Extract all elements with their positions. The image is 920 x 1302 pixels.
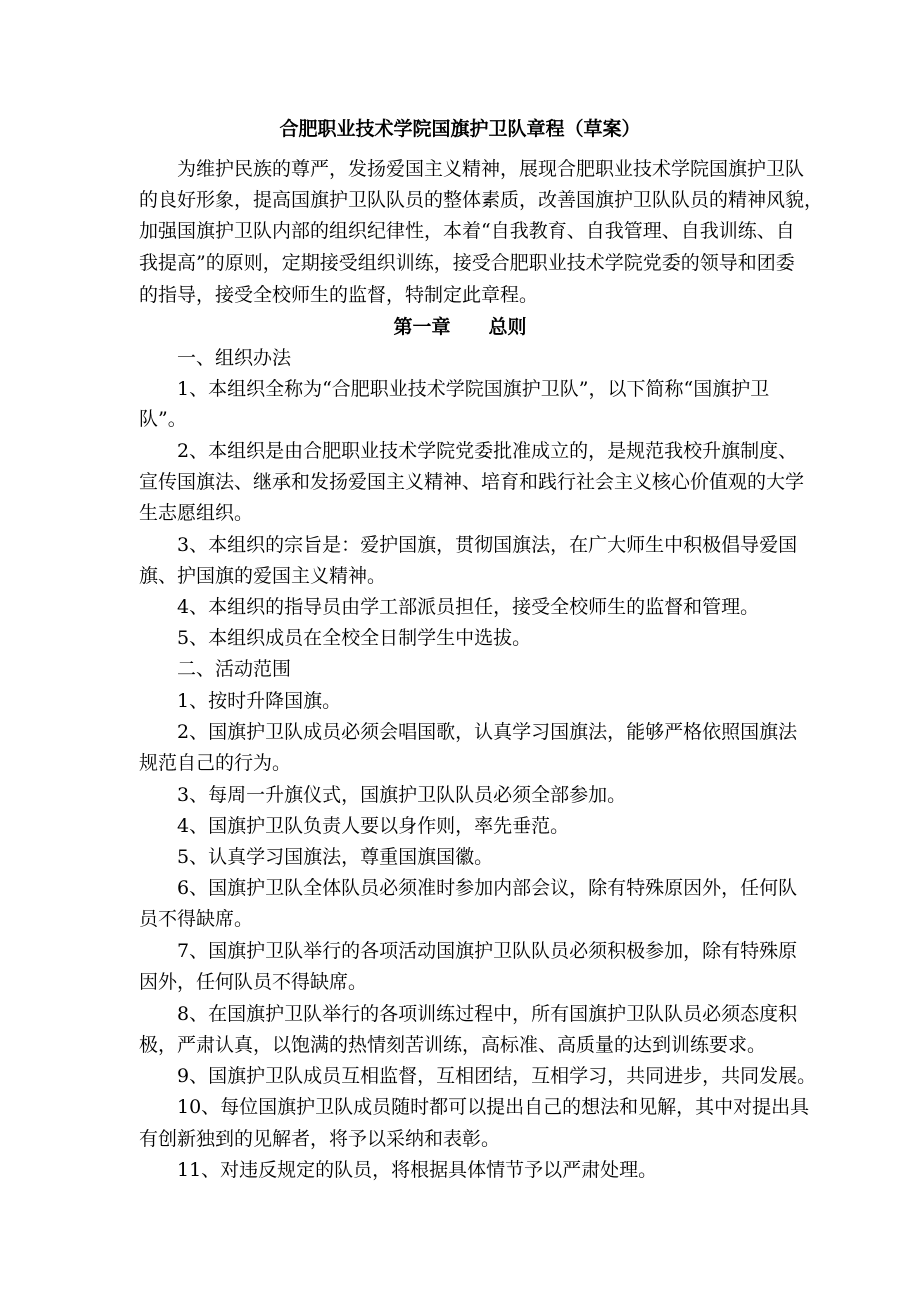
section-heading: 一、组织办法 (177, 347, 292, 369)
preamble-line: 加强国旗护卫队内部的组织纪律性，本着“自我教育、自我管理、自我训练、自 (139, 220, 795, 242)
clause-line: 4、国旗护卫队负责人要以身作则，率先垂范。 (177, 815, 570, 837)
clause-line: 宣传国旗法、继承和发扬爱国主义精神、培育和践行社会主义核心价值观的大学 (139, 471, 805, 493)
clause-line: 3、每周一升旗仪式，国旗护卫队队员必须全部参加。 (177, 784, 627, 806)
preamble-line: 的良好形象，提高国旗护卫队队员的整体素质，改善国旗护卫队队员的精神风貌， (139, 189, 824, 211)
clause-line: 有创新独到的见解者，将予以采纳和表彰。 (139, 1128, 501, 1150)
chapter-heading (0, 312, 920, 342)
clause-line: 10、每位国旗护卫队成员随时都可以提出自己的想法和见解，其中对提出具 (177, 1096, 810, 1118)
clause-line: 6、国旗护卫队全体队员必须准时参加内部会议，除有特殊原因外，任何队 (177, 877, 798, 899)
section-heading: 二、活动范围 (177, 658, 292, 680)
chapter-number: 第一章 (393, 316, 451, 338)
clause-line: 队”。 (139, 408, 187, 430)
preamble-line: 为维护民族的尊严，发扬爱国主义精神，展现合肥职业技术学院国旗护卫队 (177, 158, 805, 180)
clause-line: 4、本组织的指导员由学工部派员担任，接受全校师生的监督和管理。 (177, 596, 760, 618)
clause-line: 规范自己的行为。 (139, 752, 292, 774)
clause-line: 8、在国旗护卫队举行的各项训练过程中，所有国旗护卫队队员必须态度积 (177, 1003, 798, 1025)
clause-line: 极，严肃认真，以饱满的热情刻苦训练，高标准、高质量的达到训练要求。 (139, 1034, 767, 1056)
clause-line: 因外，任何队员不得缺席。 (139, 971, 368, 993)
document-title: 合肥职业技术学院国旗护卫队章程（草案） (279, 118, 641, 140)
clause-line: 1、按时升降国旗。 (177, 690, 342, 712)
clause-line: 生志愿组织。 (139, 502, 254, 524)
clause-line: 5、本组织成员在全校全日制学生中选拔。 (177, 627, 532, 649)
clause-line: 2、本组织是由合肥职业技术学院党委批准成立的，是规范我校升旗制度、 (177, 440, 798, 462)
clause-line: 旗、护国旗的爱国主义精神。 (139, 565, 387, 587)
clause-line: 2、国旗护卫队成员必须会唱国歌，认真学习国旗法，能够严格依照国旗法 (177, 721, 798, 743)
clause-line: 7、国旗护卫队举行的各项活动国旗护卫队队员必须积极参加，除有特殊原 (177, 940, 798, 962)
chapter-name: 总则 (488, 316, 527, 338)
clause-line: 员不得缺席。 (139, 908, 254, 930)
preamble-line: 我提高”的原则，定期接受组织训练，接受合肥职业技术学院党委的领导和团委 (139, 252, 795, 274)
clause-line: 5、认真学习国旗法，尊重国旗国徽。 (177, 846, 494, 868)
clause-line: 3、本组织的宗旨是：爱护国旗，贯彻国旗法，在广大师生中积极倡导爱国 (177, 534, 798, 556)
clause-line: 11、对违反规定的队员，将根据具体情节予以严肃处理。 (177, 1159, 658, 1181)
preamble-line: 的指导，接受全校师生的监督，特制定此章程。 (139, 284, 539, 306)
clause-line: 9、国旗护卫队成员互相监督，互相团结，互相学习，共同进步，共同发展。 (177, 1065, 817, 1087)
clause-line: 1、本组织全称为“合肥职业技术学院国旗护卫队”，以下简称“国旗护卫 (177, 378, 770, 400)
